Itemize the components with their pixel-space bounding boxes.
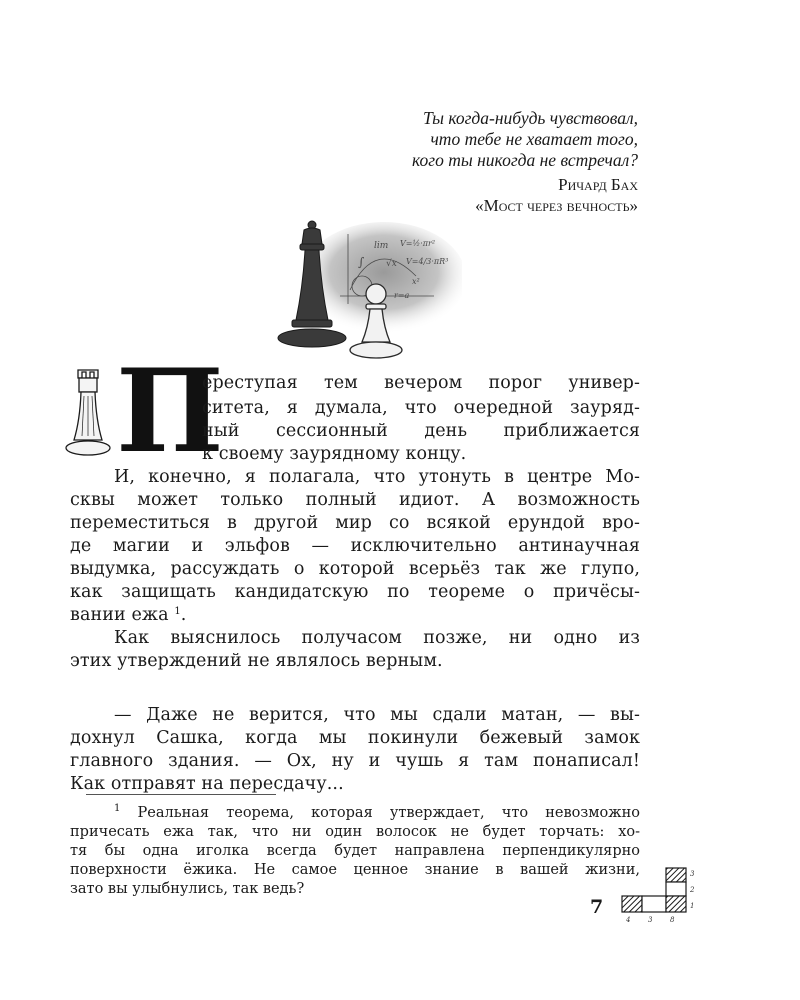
text-line: Как выяснилось получасом позже, ни одно из (114, 628, 640, 648)
text-line: ереступая тем вечером порог универ- (202, 373, 640, 393)
epigraph-author: Ричард Бах (558, 175, 638, 194)
text-line: этих утверждений не являлось верным. (70, 651, 443, 671)
formula-text: ∫ (358, 255, 365, 269)
text-line: главного здания. — Ох, ну и чушь я там понаписал! (70, 751, 640, 771)
grid-ornament (618, 866, 706, 928)
footnote-line: причесать ежа так, что ни один волосок не будет торчать: хо- (70, 824, 640, 840)
footnote-ref[interactable]: 1 (174, 606, 181, 617)
rook-ornament (62, 366, 112, 458)
text-line: де магии и эльфов — исключительно антинаучная (70, 536, 640, 556)
drop-cap: П (116, 344, 224, 478)
grid-cell (666, 882, 686, 896)
text-line: к своему заурядному концу. (202, 444, 467, 464)
grid-cell (666, 868, 686, 882)
footnote-line (70, 804, 640, 823)
grid-cell (622, 896, 642, 912)
epigraph (412, 108, 638, 216)
text-line: — Даже не верится, что мы сдали матан, — вы- (114, 705, 640, 725)
text-line: выдумка, рассуждать о которой всерьёз так же глупо, (70, 559, 640, 579)
text-line: И, конечно, я полагала, что утонуть в центре Мо- (114, 467, 640, 487)
text-span: Реальная теорема, которая утверждает, что невозможно (137, 805, 641, 821)
grid-cell (642, 896, 666, 912)
text-line: ситета, я думала, что очередной зауряд- (202, 398, 640, 418)
epigraph-book: «Мост через вечность» (475, 196, 638, 215)
text-line: сквы может только полный идиот. А возможность (70, 490, 640, 510)
ornament-digit: 3 (690, 870, 695, 878)
ornament-digit: 8 (670, 916, 675, 924)
chess-illustration (266, 216, 462, 366)
epigraph-line: Ты когда-нибудь чувствовал, (423, 108, 638, 128)
grid-cell (666, 896, 686, 912)
page-number: 7 (590, 896, 604, 918)
epigraph-line: что тебе не хватает того, (430, 129, 638, 149)
footnote-marker: 1 (114, 803, 121, 814)
footnote-line: зато вы улыбнулись, так ведь? (70, 881, 305, 897)
epigraph-line: кого ты никогда не встречал? (412, 150, 638, 170)
text-line: Как отправят на пересдачу... (70, 774, 344, 794)
footnote-line: поверхности ёжика. Не самое ценное знание в вашей жизни, (70, 862, 640, 878)
ornament-digit: 2 (690, 886, 695, 894)
formula-text: √x (386, 259, 397, 269)
text-line: вании ежа $^1$. (70, 605, 187, 625)
ornament-digit: 3 (648, 916, 653, 924)
ornament-digit: 4 (626, 916, 631, 924)
text-span: вании ежа (70, 605, 169, 625)
formula-text: x² (412, 277, 420, 286)
formula-text: V=½·πr² (400, 239, 436, 248)
text-line: переместиться в другой мир со всякой ерундой вро- (70, 513, 640, 533)
text-line: дохнул Сашка, когда мы покинули бежевый замок (70, 728, 640, 748)
text-line: как защищать кандидатскую по теореме о причёсы- (70, 582, 640, 602)
ornament-digit: 1 (690, 902, 695, 910)
formula-text: r=a (394, 291, 410, 300)
footnote-rule (86, 794, 276, 795)
footnote-line: тя бы одна иголка всегда будет направлена перпендикулярно (70, 843, 640, 859)
formula-text: lim (374, 241, 389, 251)
formula-text: V=4/3·πR³ (406, 257, 449, 266)
text-line: ный сессионный день приближается (202, 421, 640, 441)
